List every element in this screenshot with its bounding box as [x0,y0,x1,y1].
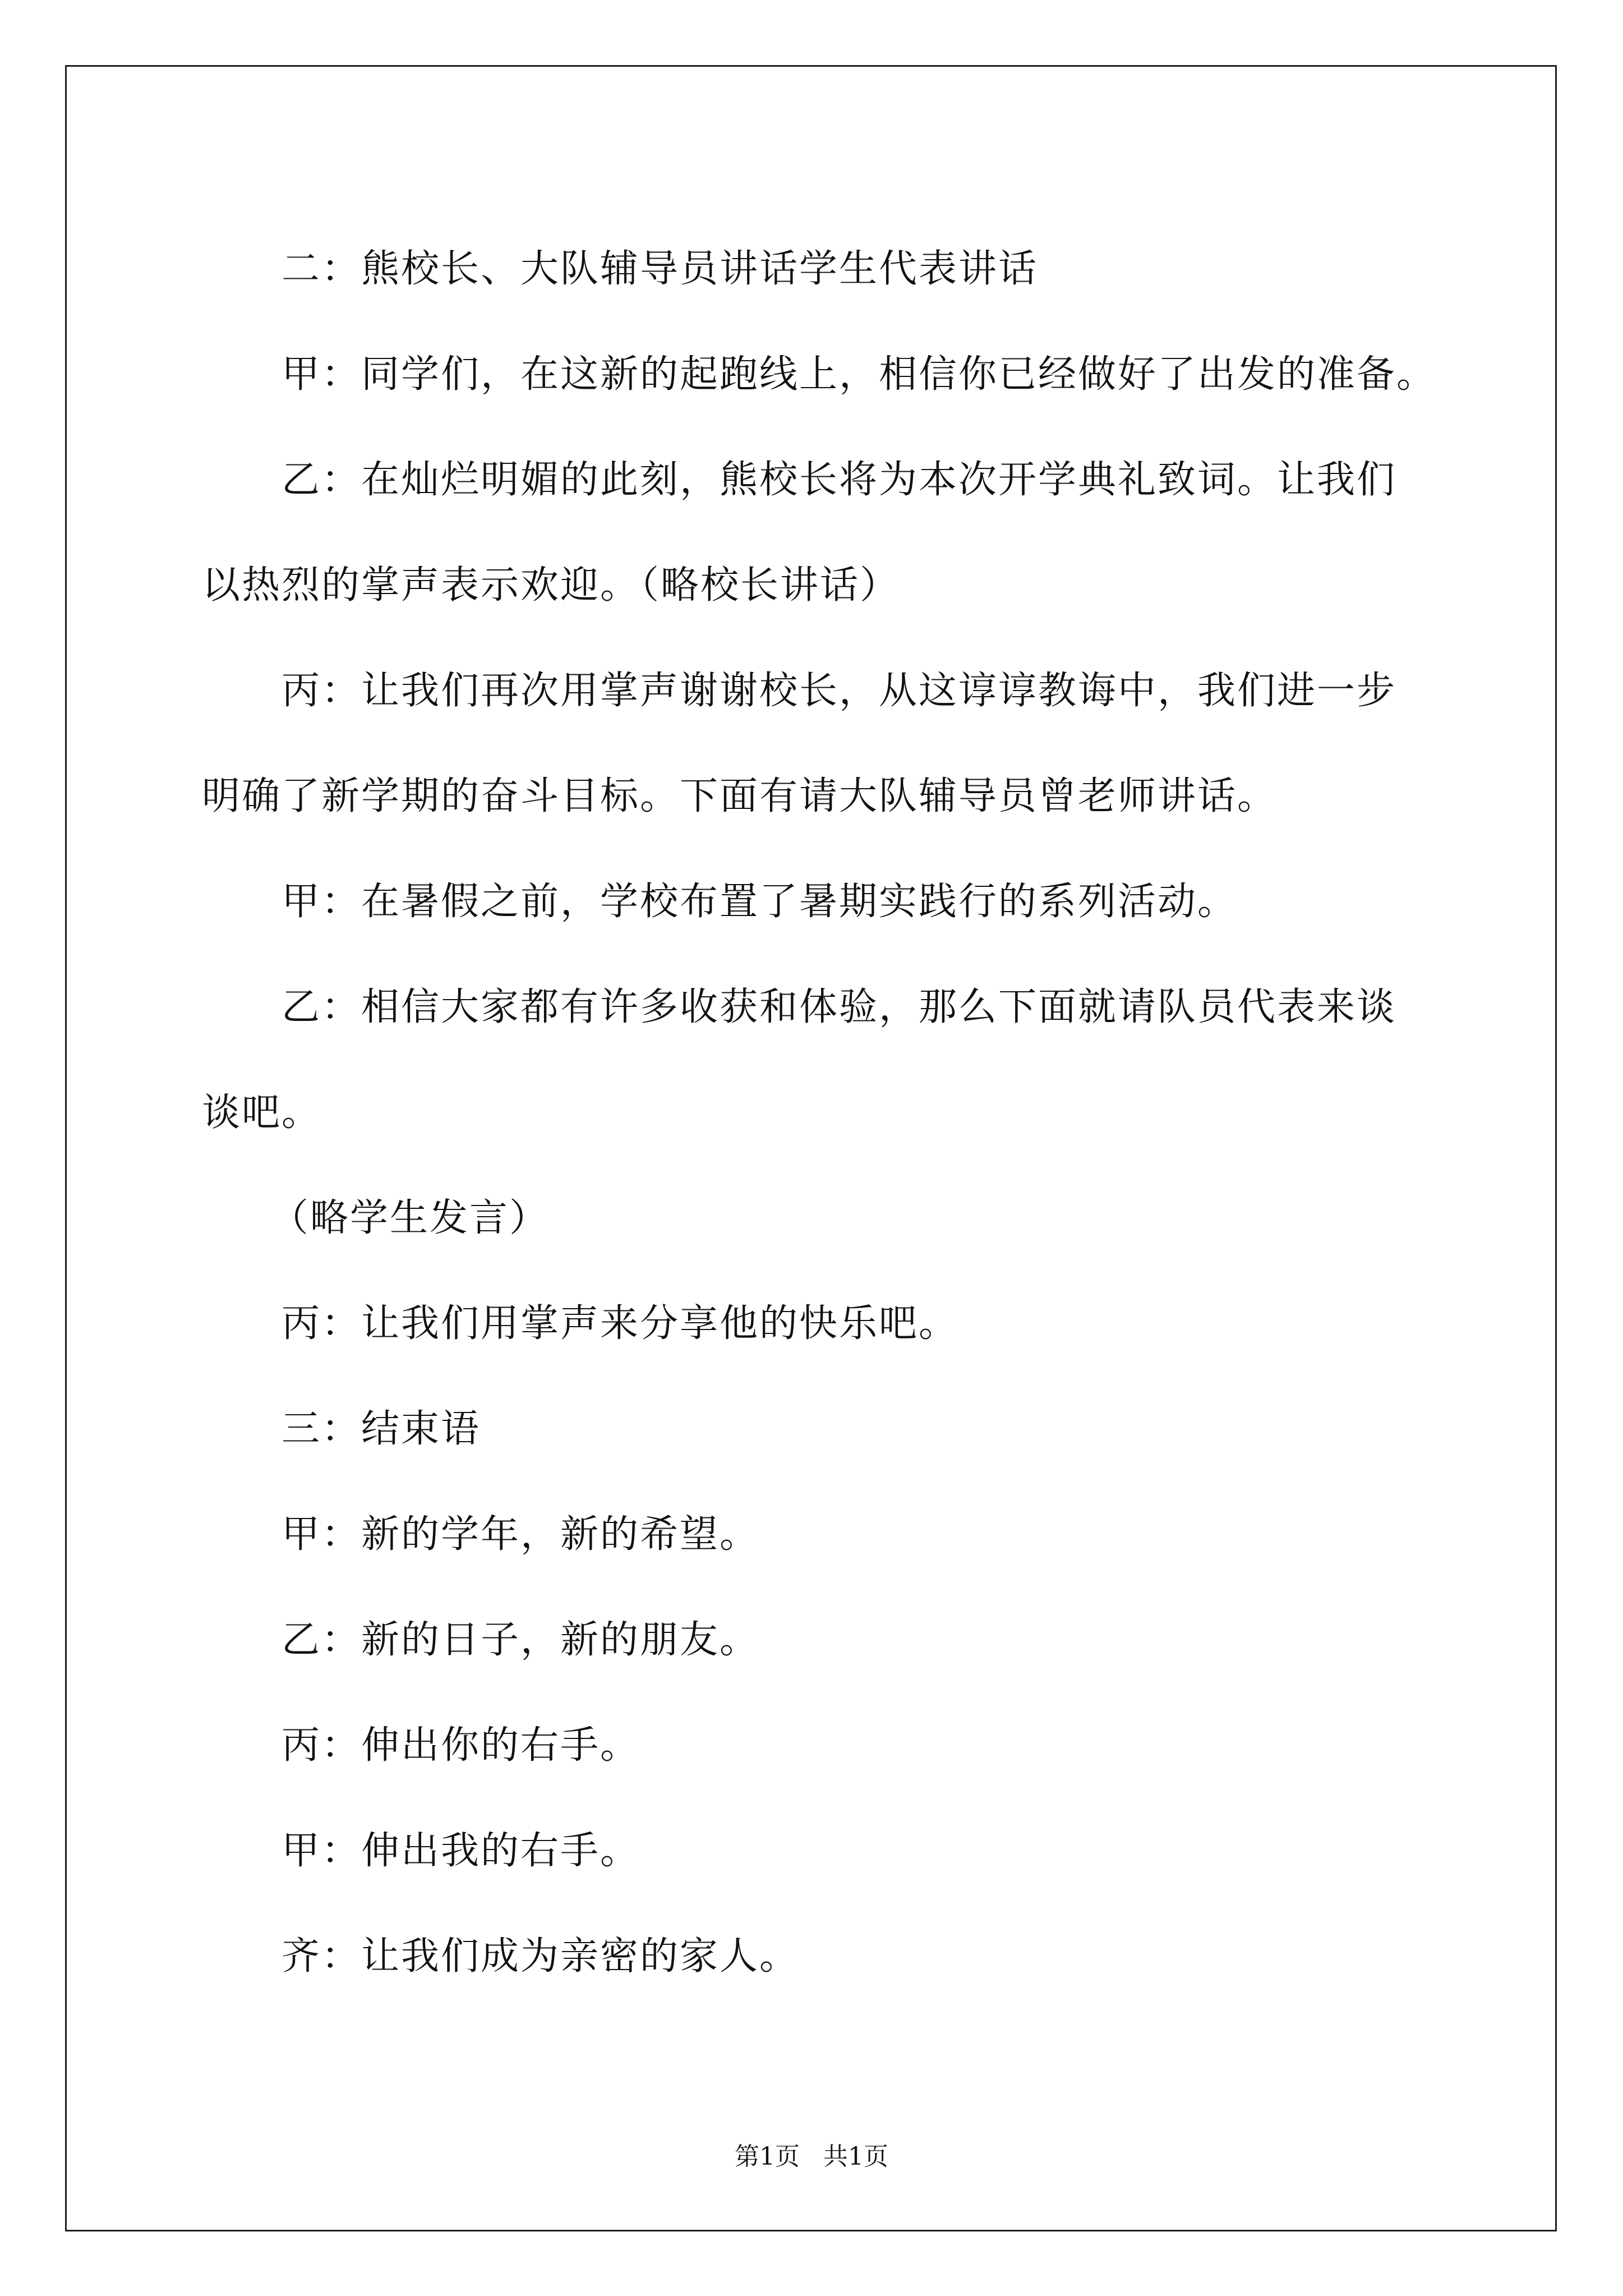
page-number-footer: 第1页 共1页 [735,2142,888,2171]
document-body [202,217,1436,2009]
paragraph-section-three: 三：结束语 [282,1407,481,1451]
paragraph-line: 丙：伸出你的右手。 [282,1723,640,1768]
paragraph-line: 乙：相信大家都有许多收获和体验，那么下面就请队员代表来谈 [282,985,1397,1029]
paragraph-line: 乙：新的日子，新的朋友。 [282,1618,760,1662]
paragraph-line: 甲：伸出我的右手。 [282,1829,640,1873]
paragraph-line: 丙：让我们再次用掌声谢谢校长，从这谆谆教诲中，我们进一步 [282,669,1397,713]
paragraph-line: 甲：同学们，在这新的起跑线上，相信你已经做好了出发的准备。 [282,352,1437,397]
paragraph-line: 谈吧。 [202,1091,322,1135]
paragraph-line: 乙：在灿烂明媚的此刻，熊校长将为本次开学典礼致词。让我们 [282,458,1397,502]
paragraph-line: 以热烈的掌声表示欢迎。（略校长讲话） [202,563,900,608]
paragraph-line: （略学生发言） [270,1196,550,1240]
paragraph-line: 甲：在暑假之前，学校布置了暑期实践行的系列活动。 [282,880,1238,924]
paragraph-section-two: 二：熊校长、大队辅导员讲话学生代表讲话 [282,247,1039,291]
paragraph-line: 甲：新的学年，新的希望。 [282,1512,760,1557]
paragraph-line: 丙：让我们用掌声来分享他的快乐吧。 [282,1301,959,1346]
paragraph-line: 明确了新学期的奋斗目标。下面有请大队辅导员曾老师讲话。 [202,774,1278,818]
paragraph-line: 齐：让我们成为亲密的家人。 [282,1934,800,1978]
